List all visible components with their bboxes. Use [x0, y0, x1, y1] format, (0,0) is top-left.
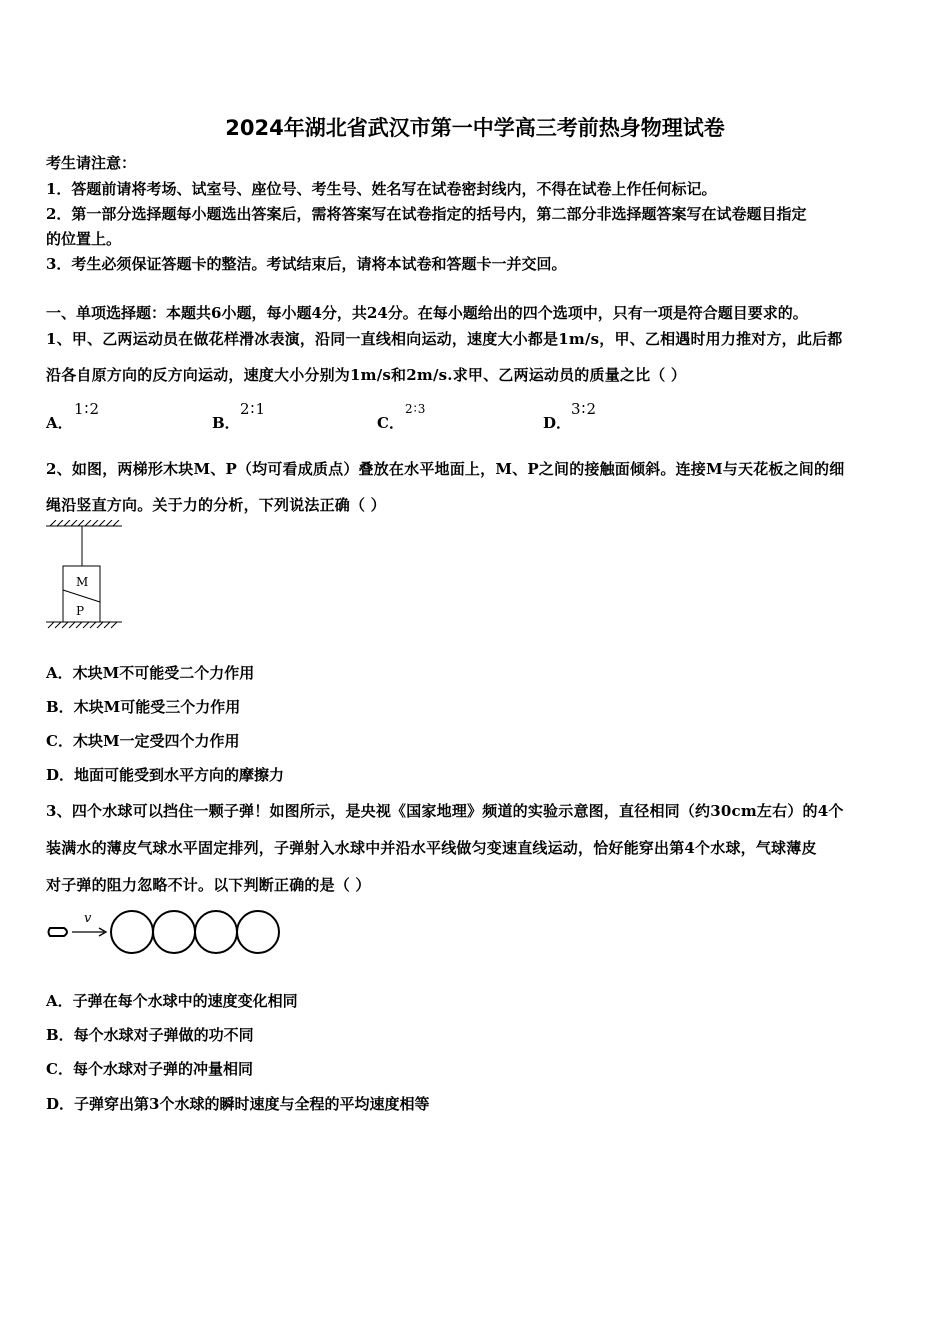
notice-item: 2．第一部分选择题每小题选出答案后，需将答案写在试卷指定的括号内，第二部分非选择题答案写在试卷题目指定	[46, 205, 807, 223]
q2-choice-a[interactable]: A．木块M不可能受二个力作用	[46, 664, 255, 682]
velocity-label: v	[84, 911, 92, 926]
q2-figure-blocks	[44, 520, 126, 636]
notice-item: 3．考生必须保证答题卡的整洁。考试结束后，请将本试卷和答题卡一并交回。	[46, 255, 567, 273]
notice-item: 的位置上。	[46, 230, 122, 248]
option-value: 1∶2	[74, 400, 100, 418]
q3-choice-b[interactable]: B．每个水球对子弹做的功不同	[46, 1026, 254, 1044]
q3-text-line: 3、四个水球可以挡住一颗子弹！如图所示，是央视《国家地理》频道的实验示意图，直径相同（约30cm左右）的4个	[46, 802, 844, 820]
bullet	[49, 928, 68, 936]
q3-text-line: 装满水的薄皮气球水平固定排列，子弹射入水球中并沿水平线做匀变速直线运动，恰好能穿出第4个水球，气球薄皮	[46, 839, 817, 857]
water-ball	[195, 911, 237, 953]
label-p: P	[76, 604, 85, 618]
q1-options	[46, 400, 910, 434]
option-value: 2∶3	[405, 402, 427, 416]
q1-text-line: 沿各自原方向的反方向运动，速度大小分别为1m/s和2m/s.求甲、乙两运动员的质量之比（ ）	[46, 366, 687, 384]
option-value: 2∶1	[240, 400, 266, 418]
water-ball	[111, 911, 153, 953]
q3-choice-a[interactable]: A．子弹在每个水球中的速度变化相同	[46, 992, 298, 1010]
option-value: 3∶2	[571, 400, 597, 418]
page-title: 2024年湖北省武汉市第一中学高三考前热身物理试卷	[225, 116, 725, 140]
q3-choice-c[interactable]: C．每个水球对子弹的冲量相同	[46, 1060, 253, 1078]
q2-text-line: 2、如图，两梯形木块M、P（均可看成质点）叠放在水平地面上，M、P之间的接触面倾斜。连接M与天花板之间的细	[46, 460, 845, 478]
q3-choice-d[interactable]: D．子弹穿出第3个水球的瞬时速度与全程的平均速度相等	[46, 1095, 430, 1113]
option-label: A．	[46, 414, 73, 432]
ground	[46, 622, 122, 628]
q2-choice-d[interactable]: D．地面可能受到水平方向的摩擦力	[46, 766, 285, 784]
notice-heading: 考生请注意：	[46, 154, 137, 172]
q2-text-line: 绳沿竖直方向。关于力的分析，下列说法正确（ ）	[46, 496, 386, 514]
q3-figure-water-balls	[46, 904, 286, 958]
water-ball	[237, 911, 279, 953]
option-label: C．	[377, 414, 404, 432]
label-m: M	[76, 575, 89, 589]
water-ball	[153, 911, 195, 953]
option-label: D．	[543, 414, 572, 432]
q2-choice-c[interactable]: C．木块M一定受四个力作用	[46, 732, 240, 750]
notice-item: 1．答题前请将考场、试室号、座位号、考生号、姓名写在试卷密封线内，不得在试卷上作任何标记。	[46, 180, 717, 198]
option-label: B．	[212, 414, 240, 432]
contact-surface	[63, 590, 100, 602]
ceiling	[46, 520, 122, 526]
q2-choice-b[interactable]: B．木块M可能受三个力作用	[46, 698, 241, 716]
q1-text-line: 1、甲、乙两运动员在做花样滑冰表演，沿同一直线相向运动，速度大小都是1m/s，甲、乙相遇时用力推对方，此后都	[46, 330, 843, 348]
section-heading: 一、单项选择题：本题共6小题，每小题4分，共24分。在每小题给出的四个选项中，只有一项是符合题目要求的。	[46, 304, 808, 322]
q3-text-line: 对子弹的阻力忽略不计。以下判断正确的是（ ）	[46, 876, 371, 894]
